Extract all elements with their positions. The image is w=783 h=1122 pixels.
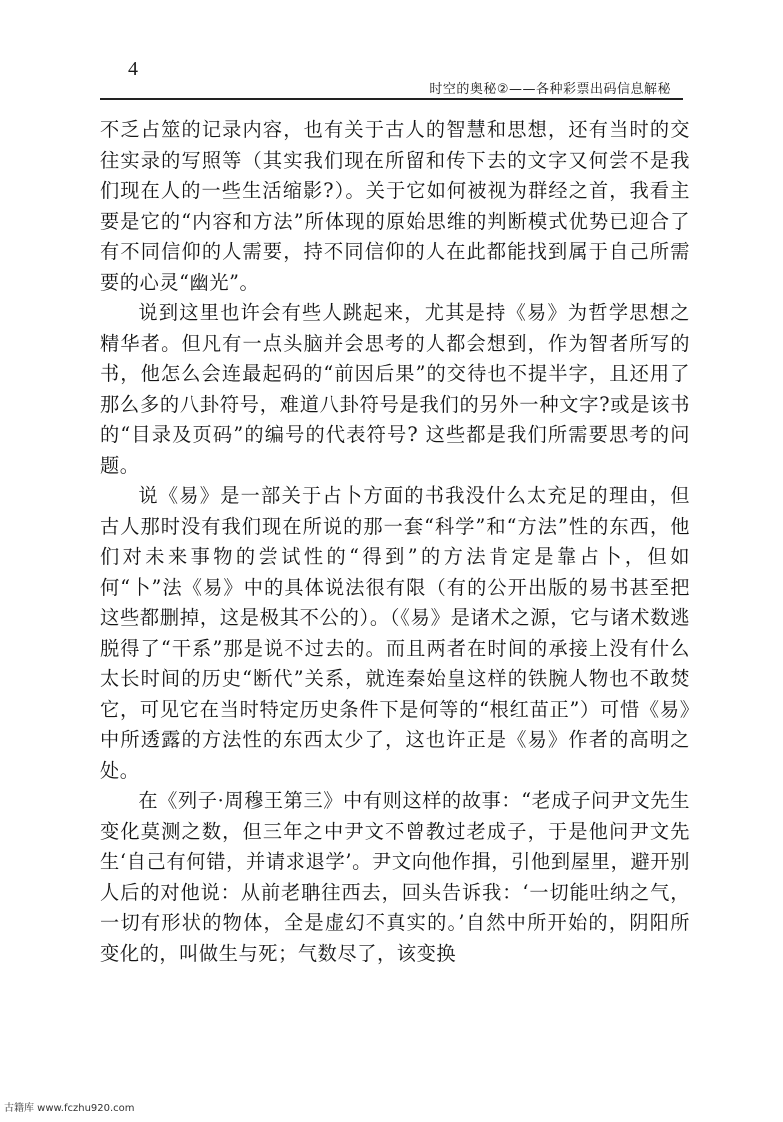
header-rule — [100, 98, 683, 100]
paragraph-1: 不乏占筮的记录内容，也有关于古人的智慧和思想，还有当时的交往实录的写照等（其实我们现在所留和传下去的文字又何尝不是我们现在人的一些生活缩影?）。关于它如何被视为群经之首，我看主要是它的“内容和方法”所体现的原始思维的判断模式优势已迎合了有不同信仰的人需要，持不同信仰的人在此都能找到属于自己所需要的心灵“幽光”。 — [100, 118, 690, 294]
page-number: 4 — [128, 58, 138, 80]
paragraph-3: 说《易》是一部关于占卜方面的书我没什么太充足的理由，但古人那时没有我们现在所说的那一套“科学”和“方法”性的东西，他们对未来事物的尝试性的“得到”的方法肯定是靠占卜，但如何“卜”法《易》中的具体说法很有限（有的公开出版的易书甚至把这些都删掉，这是极其不公的）。（《易》是诸术之源，它与诸术数逃脱得了“干系”那是说不过去的。而且两者在时间的承接上没有什么太长时间的历史“断代”关系，就连秦始皇这样的铁腕人物也不敢焚它，可见它在当时特定历史条件下是何等的“根红苗正”）可惜《易》中所透露的方法性的东西太少了，这也许正是《易》作者的高明之处。 — [100, 484, 690, 782]
paragraph-4: 在《列子·周穆王第三》中有则这样的故事：“老成子问尹文先生变化莫测之数，但三年之中尹文不曾教过老成子，于是他问尹文先生‘自己有何错，并请求退学’。尹文向他作揖，引他到屋里，避开别人后的对他说：从前老聃往西去，回头告诉我：‘一切能吐纳之气，一切有形状的物体，全是虚幻不真实的。’自然中所开始的，阴阳所变化的，叫做生与死；气数尽了，该变换 — [100, 789, 690, 965]
watermark: 古籍库 www.fczhu920.com — [4, 1103, 135, 1114]
running-title: 时空的奥秘②——各种彩票出码信息解秘 — [429, 82, 671, 97]
body-text — [100, 115, 690, 969]
paragraph-2: 说到这里也许会有些人跳起来，尤其是持《易》为哲学思想之精华者。但凡有一点头脑并会思考的人都会想到，作为智者所写的书，他怎么会连最起码的“前因后果”的交待也不提半字，且还用了那么多的八卦符号，难道八卦符号是我们的另外一种文字?或是该书的“目录及页码”的编号的代表符号? 这些都是我们所需要思考的问题。 — [100, 301, 690, 477]
